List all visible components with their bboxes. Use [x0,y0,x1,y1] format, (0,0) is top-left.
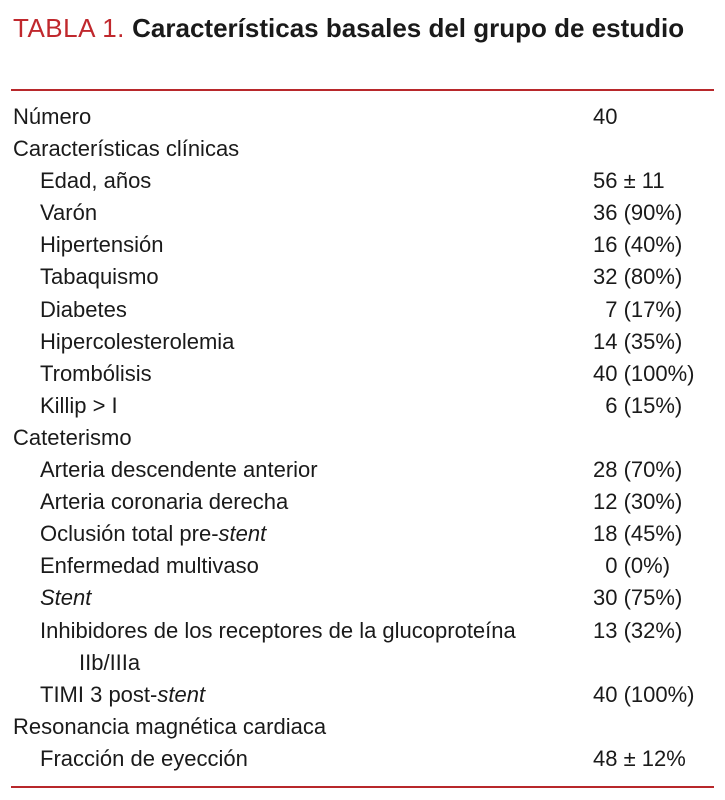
row-label: Número [13,104,92,129]
section-header [13,422,715,454]
table-number: TABLA 1. [13,13,125,43]
row-value: 13 (32%) [593,617,683,643]
row-label: Diabetes [40,296,127,322]
row-value: 40 (100%) [593,681,695,707]
table-row [13,294,715,326]
row-label [13,615,593,679]
table-row [13,743,715,775]
table-row [13,550,715,582]
table-caption: Características basales del grupo de estudio [132,13,685,43]
table-row [13,261,715,293]
table-row [13,165,715,197]
row-label: Arteria coronaria derecha [40,489,289,515]
row-label: Hipercolesterolemia [40,328,235,354]
table-body [13,101,715,775]
section-label: Cateterismo [13,424,132,450]
row-value: 30 (75%) [593,585,683,611]
row-label-line2: IIb/IIIa [79,649,141,675]
table-row [13,101,715,133]
row-value: 36 (90%) [593,200,683,226]
section-header [13,133,715,165]
row-label [13,518,593,550]
row-label-text: Oclusión total pre- [40,521,219,547]
row-value: 18 (45%) [593,521,683,547]
table-row [13,197,715,229]
row-value: 48 ± 12% [593,745,686,771]
table-row [13,326,715,358]
row-value: 56 ± 11 [593,168,665,194]
table-row [13,615,715,679]
table-row [13,229,715,261]
row-label: Arteria descendente anterior [40,457,318,483]
row-label: Hipertensión [40,232,164,258]
table-title [13,10,713,47]
table-row [13,518,715,550]
row-label-italic: stent [218,521,267,547]
row-label: Enfermedad multivaso [40,553,259,579]
table-row [13,390,715,422]
bottom-rule [11,786,714,788]
section-label: Características clínicas [13,136,240,162]
table-row [13,454,715,486]
table-row [13,582,715,614]
row-label: Edad, años [40,168,152,194]
row-value: 6 (15%) [593,392,683,418]
row-value: 7 (17%) [593,296,683,322]
row-value: 16 (40%) [593,232,683,258]
row-value: 40 (100%) [593,360,695,386]
row-label: Killip > I [40,392,118,418]
row-label-text: TIMI 3 post- [40,681,158,707]
row-value: 14 (35%) [593,328,683,354]
row-label: Fracción de eyección [40,745,248,771]
row-value: 40 [593,104,618,129]
section-header [13,711,715,743]
row-label: Tabaquismo [40,264,159,290]
section-label: Resonancia magnética cardiaca [13,713,327,739]
row-value: 0 (0%) [593,553,671,579]
row-label: Varón [40,200,98,226]
row-label [13,582,593,614]
table-row [13,486,715,518]
row-value: 28 (70%) [593,457,683,483]
row-label-italic: stent [157,681,206,707]
row-label-line1: Inhibidores de los receptores de la glucoproteína [40,617,516,643]
row-label-italic: Stent [40,585,92,611]
table-row [13,358,715,390]
row-label [13,679,593,711]
row-value: 32 (80%) [593,264,683,290]
top-rule [11,89,714,91]
row-value: 12 (30%) [593,489,683,515]
row-label: Trombólisis [40,360,152,386]
table-row [13,679,715,711]
